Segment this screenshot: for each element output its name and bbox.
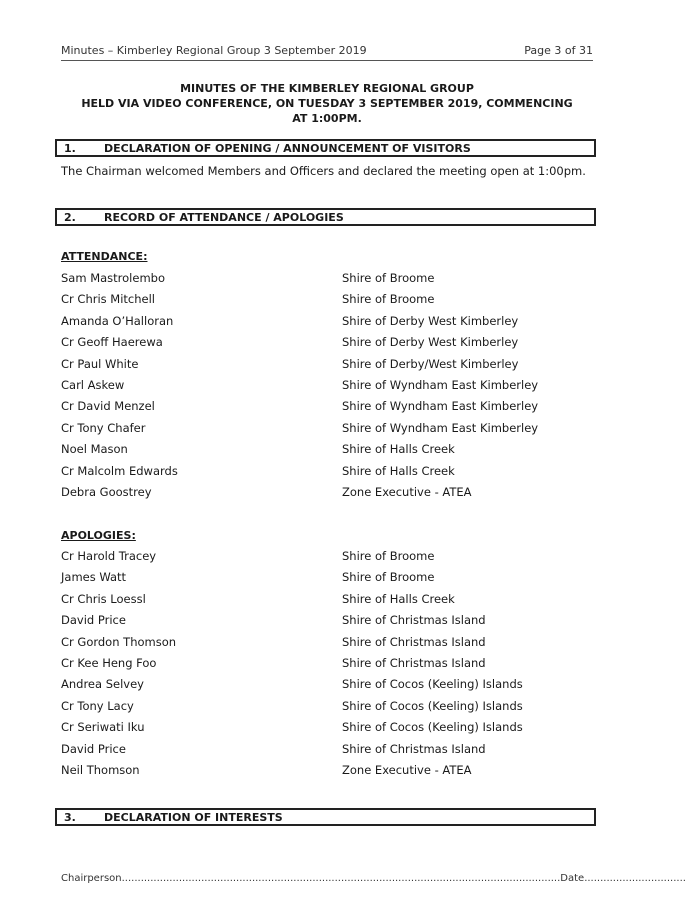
person-organisation: Shire of Wyndham East Kimberley — [342, 420, 539, 435]
apologies-heading: APOLOGIES: — [61, 529, 136, 542]
person-name: Cr Paul White — [61, 356, 139, 371]
title-line-2: HELD VIA VIDEO CONFERENCE, ON TUESDAY 3 SEPTEMBER 2019, COMMENCING — [81, 97, 573, 110]
person-name: Andrea Selvey — [61, 677, 144, 692]
person-name: Cr David Menzel — [61, 399, 155, 414]
person-organisation: Shire of Halls Creek — [342, 591, 455, 606]
person-name: Cr Chris Loessl — [61, 591, 146, 606]
person-name: David Price — [61, 741, 126, 756]
person-name: Cr Kee Heng Foo — [61, 656, 157, 670]
person-row — [61, 763, 593, 784]
person-organisation: Shire of Cocos (Keeling) Islands — [342, 677, 523, 692]
section-number: 1. — [64, 142, 76, 155]
person-organisation: Shire of Christmas Island — [342, 634, 486, 649]
person-row — [61, 592, 593, 613]
person-organisation: Shire of Cocos (Keeling) Islands — [342, 720, 523, 735]
person-row — [61, 485, 593, 506]
title-line-3: AT 1:00PM. — [292, 112, 362, 125]
person-row — [61, 399, 593, 420]
person-name: Cr Tony Chafer — [61, 420, 146, 435]
header-page-number: Page 3 of 31 — [524, 44, 593, 57]
person-name: Sam Mastrolembo — [61, 271, 165, 285]
section-title: RECORD OF ATTENDANCE / APOLOGIES — [104, 211, 344, 224]
section-heading-attendance — [55, 208, 596, 226]
person-name: Amanda O’Halloran — [61, 313, 174, 328]
person-name: Cr Gordon Thomson — [61, 634, 177, 649]
person-row — [61, 742, 593, 763]
title-line-1: MINUTES OF THE KIMBERLEY REGIONAL GROUP — [180, 82, 474, 95]
person-row — [61, 699, 593, 720]
person-organisation: Shire of Derby/West Kimberley — [342, 356, 519, 371]
person-row — [61, 314, 593, 335]
person-row — [61, 635, 593, 656]
opening-paragraph: The Chairman welcomed Members and Officers and declared the meeting open at 1:00pm. — [61, 164, 586, 178]
person-row — [61, 677, 593, 698]
chairperson-label: Chairperson — [61, 873, 122, 884]
person-name: Cr Geoff Haerewa — [61, 335, 163, 350]
person-name: James Watt — [61, 570, 127, 585]
person-row — [61, 656, 593, 677]
person-row — [61, 335, 593, 356]
section-number: 3. — [64, 811, 76, 824]
person-row — [61, 357, 593, 378]
person-organisation: Shire of Christmas Island — [342, 741, 486, 756]
section-title: DECLARATION OF OPENING / ANNOUNCEMENT OF VISITORS — [104, 142, 471, 155]
person-organisation: Shire of Derby West Kimberley — [342, 335, 519, 350]
person-row — [61, 292, 593, 313]
person-organisation: Shire of Broome — [342, 549, 435, 563]
attendance-heading: ATTENDANCE: — [61, 250, 148, 263]
section-heading-interests — [55, 808, 596, 826]
person-name: Neil Thomson — [61, 763, 140, 777]
person-row — [61, 271, 593, 292]
person-row — [61, 442, 593, 463]
person-organisation: Shire of Broome — [342, 271, 435, 285]
person-organisation: Shire of Broome — [342, 292, 435, 307]
person-organisation: Shire of Wyndham East Kimberley — [342, 399, 539, 414]
person-organisation: Zone Executive - ATEA — [342, 763, 472, 777]
person-name: Cr Harold Tracey — [61, 549, 157, 563]
person-row — [61, 549, 593, 570]
person-row — [61, 421, 593, 442]
document-title — [61, 81, 593, 126]
header-rule — [61, 60, 593, 61]
person-name: Carl Askew — [61, 378, 125, 392]
section-heading-opening — [55, 139, 596, 157]
person-row — [61, 378, 593, 399]
person-organisation: Shire of Wyndham East Kimberley — [342, 378, 539, 392]
person-organisation: Shire of Christmas Island — [342, 613, 486, 628]
person-name: Noel Mason — [61, 442, 128, 457]
person-organisation: Shire of Derby West Kimberley — [342, 313, 519, 328]
person-organisation: Shire of Halls Creek — [342, 463, 455, 478]
person-name: Debra Goostrey — [61, 485, 152, 499]
person-name: Cr Tony Lacy — [61, 698, 134, 713]
chairperson-signature-line: .......................................................................................................................................... — [121, 873, 561, 884]
person-name: Cr Malcolm Edwards — [61, 463, 178, 478]
section-number: 2. — [64, 211, 76, 224]
signature-footer — [61, 873, 686, 884]
person-organisation: Shire of Cocos (Keeling) Islands — [342, 698, 523, 713]
header-document-title: Minutes – Kimberley Regional Group 3 September 2019 — [61, 44, 367, 57]
person-row — [61, 613, 593, 634]
person-row — [61, 570, 593, 591]
person-name: David Price — [61, 613, 126, 628]
date-line: ................................ — [584, 873, 686, 884]
person-name: Cr Seriwati Iku — [61, 720, 145, 735]
person-organisation: Shire of Halls Creek — [342, 442, 455, 457]
date-label: Date — [560, 873, 585, 884]
person-organisation: Zone Executive - ATEA — [342, 485, 472, 499]
person-name: Cr Chris Mitchell — [61, 292, 156, 307]
person-row — [61, 720, 593, 741]
section-title: DECLARATION OF INTERESTS — [104, 811, 283, 824]
person-row — [61, 464, 593, 485]
person-organisation: Shire of Broome — [342, 570, 435, 585]
person-organisation: Shire of Christmas Island — [342, 656, 486, 670]
